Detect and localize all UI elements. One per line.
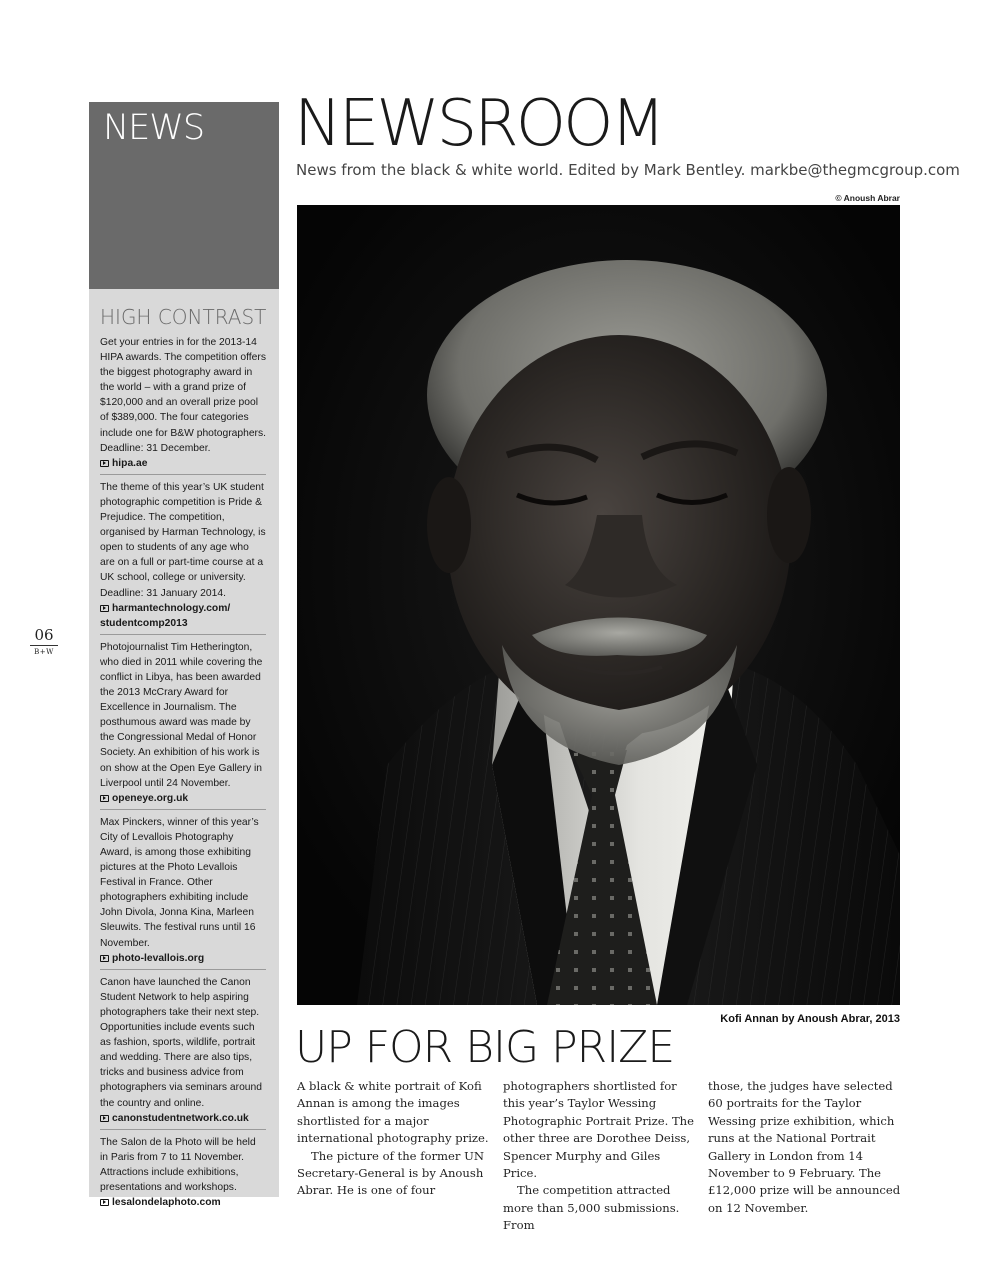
story-paragraph: The competition attracted more than 5,000 submissions. From [503, 1183, 680, 1233]
page-title: NEWSROOM [294, 87, 663, 161]
sidebar-item-text: Canon have launched the Canon Student Network to help aspiring photographers take their next step. Opportunities include events such as fashion, sports, wildlife, portrait and wedding. There are also tips, tricks and business advice from photographers via seminars around the country and online. [100, 976, 262, 1109]
web-link-icon [100, 1199, 109, 1206]
link-text: harmantechnology.com/ studentcomp2013 [100, 602, 231, 629]
high-contrast-sidebar [89, 289, 279, 1209]
link-text: photo-levallois.org [112, 952, 205, 964]
story-paragraph: those, the judges have selected 60 portraits for the Taylor Wessing prize exhibition, which runs at the National Portrait Gallery in London from 14 November to 9 February. The £12,000 prize will be announced on 12 November. [708, 1079, 901, 1215]
portrait-illustration [297, 205, 900, 1005]
sidebar-item [100, 1129, 266, 1213]
news-section-block [89, 102, 279, 289]
sidebar-item-text: Get your entries in for the 2013-14 HIPA awards. The competition offers the biggest photography award in the world – with a grand prize of $120,000 and an overall prize pool of $389,000. The four categories include one for B&W photographers. Deadline: 31 December. [100, 337, 266, 454]
photo-credit: © Anoush Abrar [835, 193, 900, 203]
magazine-mark: B+W [34, 648, 54, 656]
page-number [30, 626, 58, 656]
sidebar-item-link[interactable] [100, 951, 266, 966]
sidebar-item [100, 969, 266, 1129]
sidebar-item-link[interactable] [100, 1111, 266, 1126]
sidebar-items [100, 335, 266, 1213]
page-subtitle: News from the black & white world. Edited by Mark Bentley. markbe@thegmcgroup.com [296, 161, 960, 179]
sidebar-item-link[interactable] [100, 456, 266, 471]
web-link-icon [100, 795, 109, 802]
story-paragraph: The picture of the former UN Secretary-General is by Anoush Abrar. He is one of four [297, 1148, 485, 1198]
page-number-value: 06 [30, 626, 58, 646]
sidebar-heading: HIGH CONTRAST [100, 305, 267, 329]
story-paragraph: A black & white portrait of Kofi Annan is among the images shortlisted for a major international photography prize. [297, 1079, 489, 1146]
sidebar-item-link[interactable] [100, 791, 266, 806]
sidebar-item-link[interactable] [100, 1195, 266, 1210]
sidebar-item [100, 809, 266, 969]
sidebar-item [100, 335, 266, 474]
web-link-icon [100, 1115, 109, 1122]
story-column-1 [297, 1078, 492, 1200]
sidebar-item-text: Photojournalist Tim Hetherington, who died in 2011 while covering the conflict in Libya, has been awarded the 2013 McCrary Award for Excellence in Journalism. The posthumous award was made by the Congressional Medal of Honor Society. An exhibition of his work is on show at the Open Eye Gallery in Liverpool until 24 November. [100, 641, 263, 789]
link-text: canonstudentnetwork.co.uk [112, 1112, 249, 1124]
link-text: lesalondelaphoto.com [112, 1197, 221, 1209]
sidebar-item-text: The theme of this year’s UK student photographic competition is Pride & Prejudice. The competition, organised by Harman Technology, is open to students of any age who are on a full or part-time course at a UK school, college or university. Deadline: 31 January 2014. [100, 481, 266, 599]
sidebar-item-text: The Salon de la Photo will be held in Paris from 7 to 11 November. Attractions include exhibitions, presentations and workshops. [100, 1136, 256, 1193]
story-paragraph: photographers shortlisted for this year’s Taylor Wessing Photographic Portrait Prize. The other three are Dorothee Deiss, Spencer Murphy and Giles Price. [503, 1079, 695, 1181]
photo-caption: Kofi Annan by Anoush Abrar, 2013 [720, 1013, 900, 1025]
sidebar-item-link[interactable] [100, 601, 266, 631]
web-link-icon [100, 955, 109, 962]
sidebar-item [100, 474, 266, 634]
story-column-2 [503, 1078, 698, 1235]
web-link-icon [100, 460, 109, 467]
story-column-3 [708, 1078, 903, 1217]
section-label: NEWS [103, 108, 205, 148]
web-link-icon [100, 605, 109, 612]
link-text: hipa.ae [112, 457, 148, 469]
portrait-photo [297, 205, 900, 1005]
story-headline: UP FOR BIG PRIZE [295, 1022, 675, 1073]
sidebar-item-text: Max Pinckers, winner of this year’s City of Levallois Photography Award, is among those exhibiting pictures at the Photo Levallois Festival in France. Other photographers exhibiting include John Divola, Jonna Kina, Marleen Sleuwits. The festival runs until 16 November. [100, 816, 259, 949]
link-text: openeye.org.uk [112, 792, 189, 804]
sidebar-item [100, 634, 266, 809]
